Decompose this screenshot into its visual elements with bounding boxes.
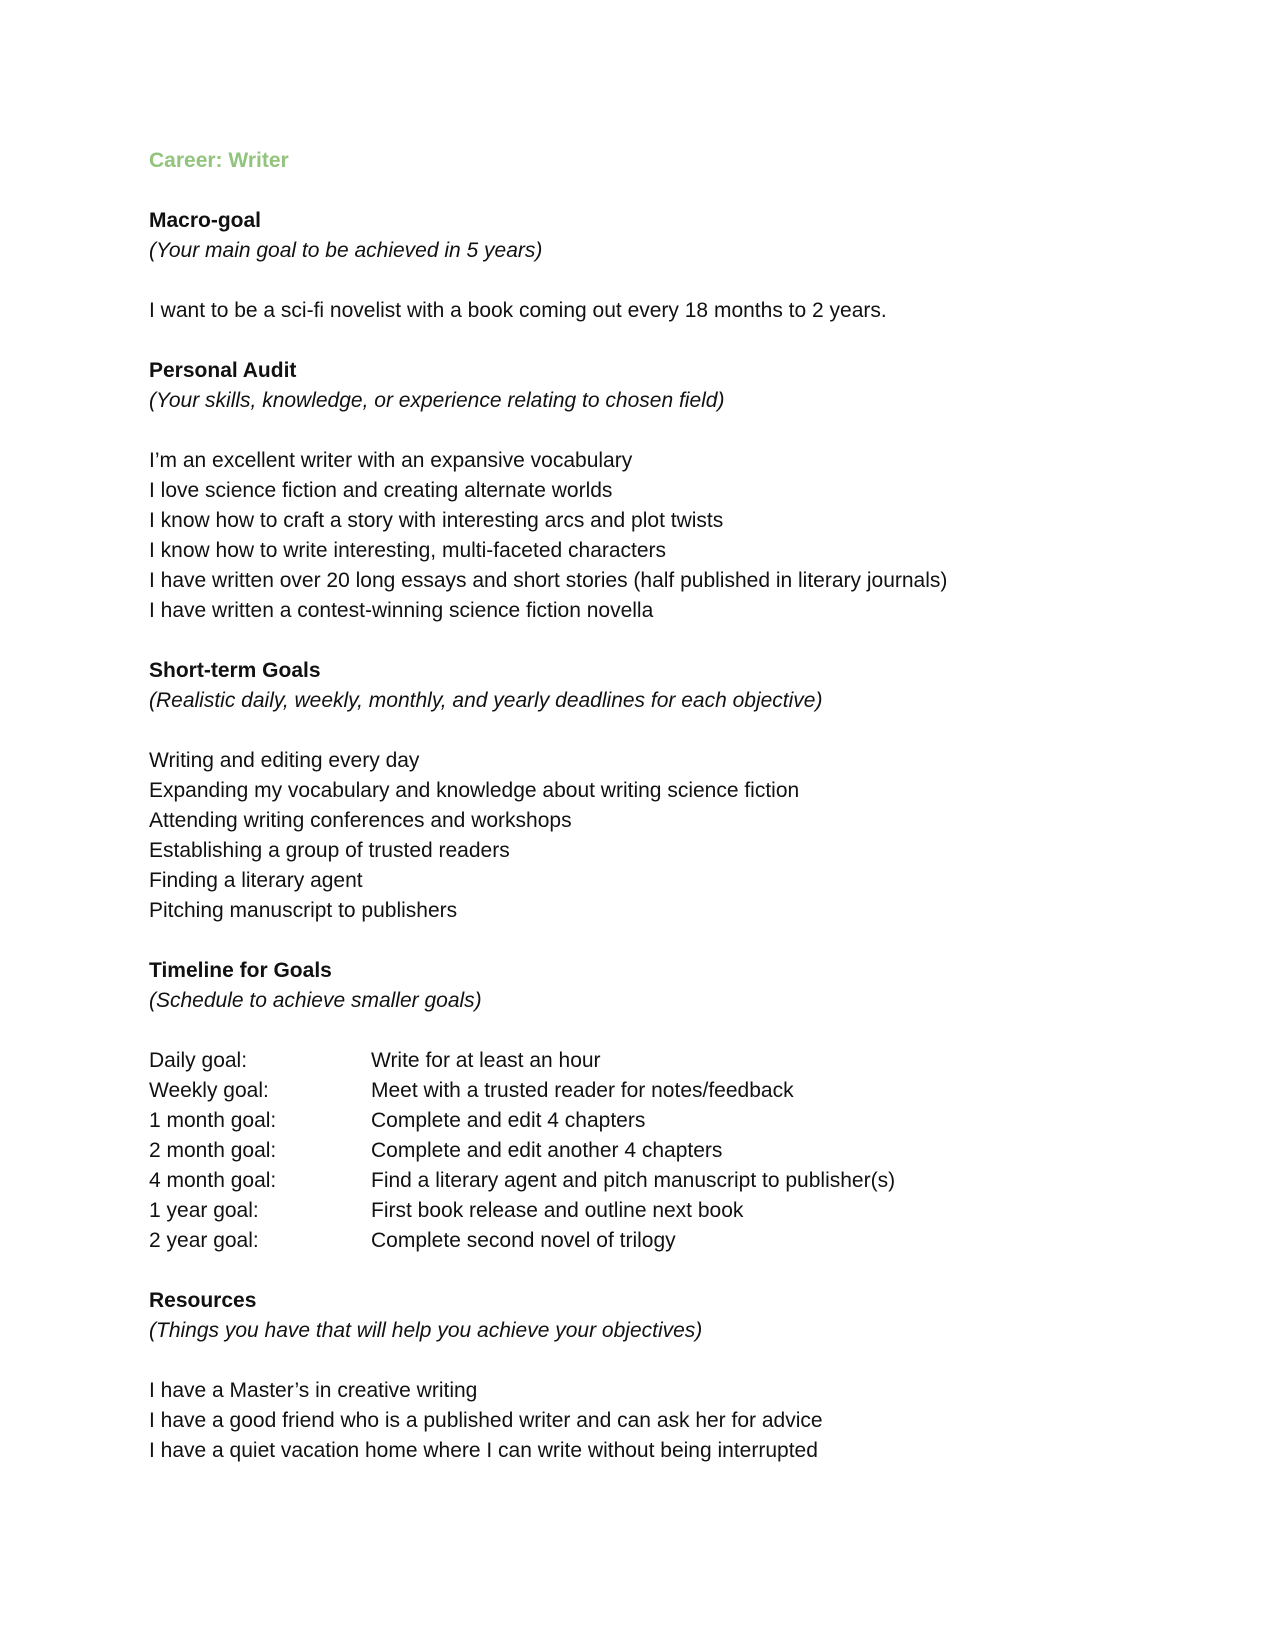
macro-goal-section xyxy=(149,206,1149,326)
short-term-goal-item: Finding a literary agent xyxy=(149,869,363,892)
timeline-label: Daily goal: xyxy=(149,1049,248,1072)
resources-section xyxy=(149,1286,1149,1466)
macro-goal-heading: Macro-goal xyxy=(149,209,262,232)
timeline-row xyxy=(149,1136,1149,1166)
resource-item: I have a Master’s in creative writing xyxy=(149,1379,478,1402)
resources-heading: Resources xyxy=(149,1289,257,1312)
personal-audit-subtitle: (Your skills, knowledge, or experience relating to chosen field) xyxy=(149,389,725,412)
short-term-goal-item: Establishing a group of trusted readers xyxy=(149,839,510,862)
timeline-value: Write for at least an hour xyxy=(371,1049,601,1072)
personal-audit-heading: Personal Audit xyxy=(149,359,297,382)
timeline-label: 2 year goal: xyxy=(149,1229,259,1252)
short-term-goal-item: Expanding my vocabulary and knowledge about writing science fiction xyxy=(149,779,800,802)
short-term-goal-item: Attending writing conferences and workshops xyxy=(149,809,572,832)
timeline-label: 2 month goal: xyxy=(149,1139,277,1162)
timeline-value: Complete and edit another 4 chapters xyxy=(371,1139,723,1162)
resource-item: I have a quiet vacation home where I can write without being interrupted xyxy=(149,1439,818,1462)
timeline-value: First book release and outline next book xyxy=(371,1199,744,1222)
timeline-section xyxy=(149,956,1149,1256)
personal-audit-section xyxy=(149,356,1149,626)
timeline-value: Find a literary agent and pitch manuscript to publisher(s) xyxy=(371,1169,896,1192)
timeline-subtitle: (Schedule to achieve smaller goals) xyxy=(149,989,482,1012)
timeline-value: Meet with a trusted reader for notes/feedback xyxy=(371,1079,794,1102)
short-term-goal-item: Pitching manuscript to publishers xyxy=(149,899,458,922)
short-term-goals-section xyxy=(149,656,1149,926)
resource-item: I have a good friend who is a published writer and can ask her for advice xyxy=(149,1409,823,1432)
timeline-label: Weekly goal: xyxy=(149,1079,269,1102)
timeline-heading: Timeline for Goals xyxy=(149,959,332,982)
timeline-row xyxy=(149,1076,1149,1106)
document-page xyxy=(149,146,1149,1466)
timeline-value: Complete second novel of trilogy xyxy=(371,1229,676,1252)
personal-audit-item: I’m an excellent writer with an expansive vocabulary xyxy=(149,449,633,472)
timeline-label: 1 year goal: xyxy=(149,1199,259,1222)
timeline-row xyxy=(149,1166,1149,1196)
timeline-row xyxy=(149,1046,1149,1076)
personal-audit-item: I have written a contest-winning science fiction novella xyxy=(149,599,654,622)
timeline-row xyxy=(149,1106,1149,1136)
personal-audit-item: I know how to craft a story with interesting arcs and plot twists xyxy=(149,509,724,532)
timeline-label: 4 month goal: xyxy=(149,1169,277,1192)
resources-subtitle: (Things you have that will help you achieve your objectives) xyxy=(149,1319,703,1342)
timeline-row xyxy=(149,1226,1149,1256)
macro-goal-text: I want to be a sci-fi novelist with a book coming out every 18 months to 2 years. xyxy=(149,299,887,322)
personal-audit-item: I know how to write interesting, multi-faceted characters xyxy=(149,539,667,562)
short-term-goals-heading: Short-term Goals xyxy=(149,659,321,682)
career-title: Career: Writer xyxy=(149,149,289,172)
timeline-label: 1 month goal: xyxy=(149,1109,277,1132)
personal-audit-item: I love science fiction and creating alternate worlds xyxy=(149,479,613,502)
macro-goal-subtitle: (Your main goal to be achieved in 5 years) xyxy=(149,239,543,262)
short-term-goal-item: Writing and editing every day xyxy=(149,749,420,772)
short-term-goals-subtitle: (Realistic daily, weekly, monthly, and yearly deadlines for each objective) xyxy=(149,689,823,712)
timeline-value: Complete and edit 4 chapters xyxy=(371,1109,646,1132)
timeline-row xyxy=(149,1196,1149,1226)
personal-audit-item: I have written over 20 long essays and short stories (half published in literary journals) xyxy=(149,569,948,592)
